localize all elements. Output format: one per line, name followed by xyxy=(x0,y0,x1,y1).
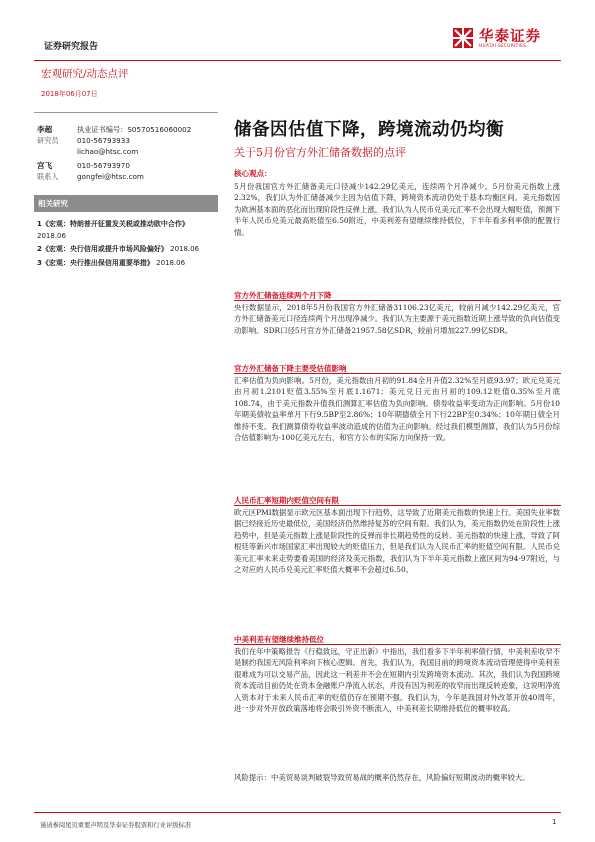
sidebar-divider xyxy=(34,112,218,113)
related-research-heading: 相关研究 xyxy=(38,199,68,208)
related-item[interactable]: 1《宏观：特朗普开征置发关税或推动欧中合作》 2018.06 xyxy=(37,220,189,240)
brand-logo xyxy=(451,24,561,56)
logo-text-cn: 华泰证券 xyxy=(479,29,541,45)
header-divider xyxy=(34,60,561,61)
author-role: 联系人 xyxy=(37,172,59,181)
risk-warning: 风险提示：中美贸易谈判破裂导致贸易战的概率仍然存在，风险偏好短期波动的概率较大。 xyxy=(234,773,530,782)
section-rule xyxy=(234,644,561,645)
section-text-spread: 我们在年中策略报告《行稳致远，守正出新》中指出，我们看多下半年利率债行情，中美利差收窄不是制约我国无风险利率向下核心逻辑。首先，我们认为，我国目前的跨境资本流动管理使得中美利差很难成为可以交易产品，因此这一利差并不会在短期内引发跨境资本流动。其次，我们认为我国跨境资本流动目前仍处在资本金融账户净流入状态，并没有因为利差的收窄而出现反转迹象，这说明净流入资本对于未来人民币汇率的贬值仍存在预期不强。我们认为，今年是我国对外改革开放40周年，进一步对外开放政策落地将会吸引外资不断流入，中美利差长期维持低位的概率较高。 xyxy=(234,647,560,714)
logo-text-en: HUATAI SECURITIES xyxy=(479,44,527,49)
report-subtitle: 关于5月份官方外汇储备数据的点评 xyxy=(234,146,406,159)
report-type-label: 证券研究报告 xyxy=(44,42,99,52)
section-heading-reserves: 官方外汇储备连续两个月下降 xyxy=(234,291,332,300)
author-license: 执业证书编号：S0570516060002 xyxy=(77,125,192,134)
section-text-reserves: 央行数据显示，2018年5月份我国官方外汇储备31106.23亿美元，较前月减少142.29亿美元，官方外汇储备美元口径连续两个月出现净减少。我们认为主要源于美元指数近期上涨导致的负向估值变动影响。SDR口径5月官方外汇储备21957.58亿SDR，较前月增加227.99亿SDR。 xyxy=(234,303,560,335)
author-name: 李超 xyxy=(37,125,53,134)
section-heading-rmb: 人民币汇率短期内贬值空间有限 xyxy=(234,496,339,505)
footer-disclaimer: 谨请参阅尾页重要声明及华泰证券股票和行业评级标准 xyxy=(40,822,192,829)
section-text-rmb: 欧元区PMI数据显示欧元区基本面出现下行趋势，这导致了近期美元指数的快速上行。美国失业率数据已经接近历史最低位，美国经济仍然维持复苏的空间有限。我们认为，美元指数仍处在阶段性上涨趋势中，但是美元指数上涨是阶段性的反弹而非长期趋势性的反转。美元指数的快速上涨，导致了阿根廷等新兴市场国家汇率出现较大的贬值压力，但是我们认为人民币汇率的贬值空间有限。人民币兑美元汇率未来走势要看美国的经济及美元指数，我们认为下半年美元指数上涨区间为94-97附近，与之对应的人民币兑美元汇率贬值大概率不会超过6.50。 xyxy=(234,508,560,575)
page-number: 1 xyxy=(552,818,557,826)
report-title: 储备因估值下降，跨境流动仍均衡 xyxy=(234,120,504,140)
section-heading-core: 核心观点： xyxy=(234,169,272,178)
huatai-logo-icon xyxy=(451,26,475,50)
footer-divider xyxy=(34,812,561,813)
report-date: 2018年06月07日 xyxy=(41,90,98,98)
author-block-1 xyxy=(37,124,217,160)
section-heading-spread: 中美利差有望继续维持低位 xyxy=(234,635,324,644)
author-name: 宫飞 xyxy=(37,161,53,170)
section-text-valuation: 汇率估值为负向影响。5月份，美元指数由月初的91.84全月升值2.32%至月底93.97；欧元兑美元由月初1.2101贬值3.55%至月底1.1671；美元兑日元由月初的109.12贬值0.35%至月底108.74，由于美元指数升值我们测算汇率估值为负向影响。债券收益率变动为正向影响。5月份10年期美债收益率单月下行9.5BP至2.86%；10年期德债全月下行22BP至0.34%；10年期日债全月维持不变。我们测算债券收益率波动造成的估值为正向影响。经过我们模型测算，我们认为5月份综合估值影响为-100亿美元左右，和官方公布的实际方向保持一致。 xyxy=(234,376,560,443)
section-rule xyxy=(234,300,561,301)
author-email[interactable]: lichao@htsc.com xyxy=(77,147,139,156)
section-heading-valuation: 官方外汇储备下降主要受估值影响 xyxy=(234,364,347,373)
related-research-list xyxy=(37,219,217,271)
author-email[interactable]: gongfei@htsc.com xyxy=(77,172,144,181)
related-item[interactable]: 2《宏观：央行信用或提升市场风险偏好》 2018.06 xyxy=(37,245,200,253)
section-text-core: 5月份我国官方外汇储备美元口径减少142.29亿美元，连续两个月净减少。5月份美元指数上涨2.32%，我们认为外汇储备减少主因为估值下降，跨境资本流动仍处于基本均衡区间。美元指数因为欧洲基本面的恶化而出现阶段性反弹上涨，我们认为人民币兑美元汇率不会出现大幅贬值，预测下半年人民币兑美元最高贬值至6.50附近，中美利差有望继续维持低位，下半年看多利率债的配置行情。 xyxy=(234,182,560,237)
section-rule xyxy=(234,505,561,506)
section-rule xyxy=(234,373,561,374)
author-role: 研究员 xyxy=(37,136,59,145)
author-block-2 xyxy=(37,160,217,184)
report-category: 宏观研究/动态点评 xyxy=(41,68,129,80)
related-item[interactable]: 3《宏观：央行推出保信用重要举措》 2018.06 xyxy=(37,258,186,267)
related-research-header xyxy=(34,195,218,212)
author-phone: 010-56793970 xyxy=(77,161,130,170)
author-phone: 010-56793933 xyxy=(77,136,130,145)
